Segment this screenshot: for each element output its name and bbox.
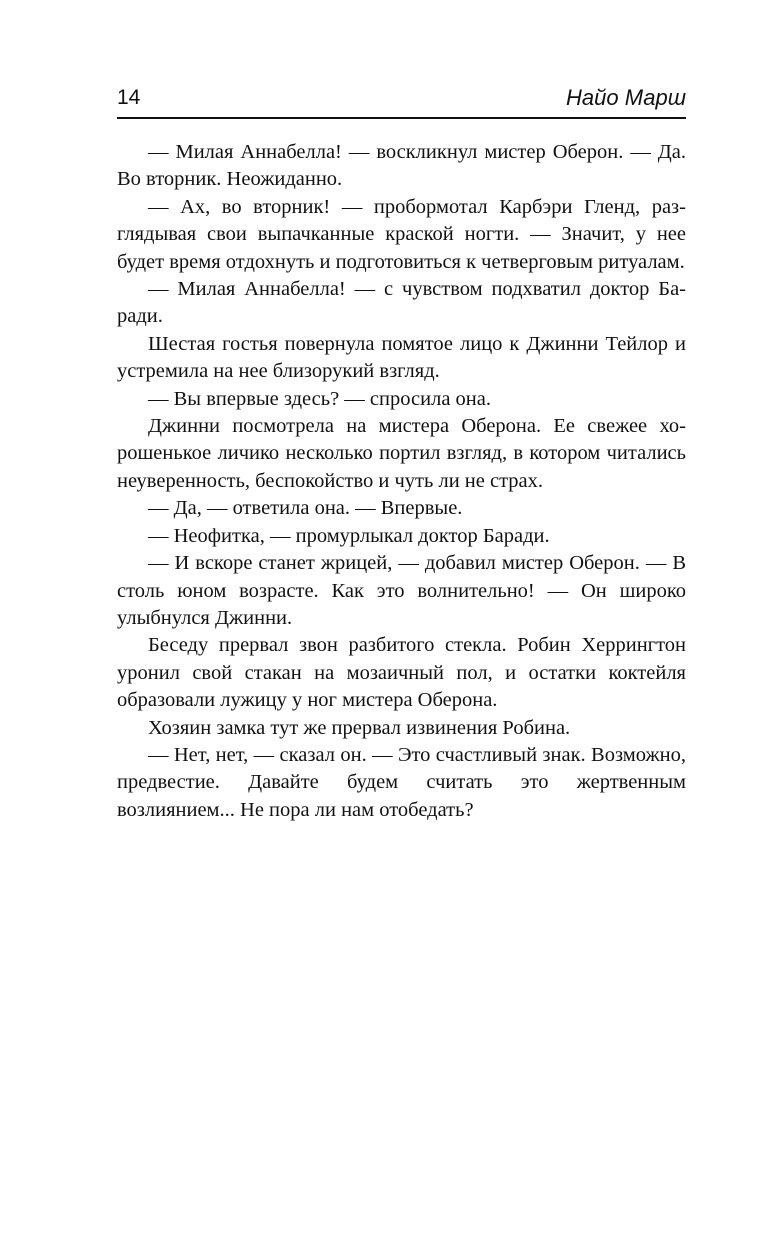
paragraph: — Нет, нет, — сказал он. — Это счастливый знак. Возможно, предвестие. Давайте будем считать это жертвенным возлиянием... Не пора ли нам отобедать?: [117, 743, 686, 821]
paragraph: Джинни посмотрела на мистера Оберона. Ее свежее хорошенькое личико несколько портил взгляд, в котором читались неуверенность, беспокойство и чуть ли не страх.: [117, 415, 686, 492]
paragraph: Хозяин замка тут же прервал извинения Робина.: [148, 716, 571, 739]
page-number: 14: [117, 86, 141, 109]
paragraph: — Да, — ответила она. — Впервые.: [148, 497, 463, 520]
paragraph: — Вы впервые здесь? — спросила она.: [148, 387, 491, 410]
header-rule: [117, 117, 686, 119]
paragraph: — Ах, во вторник! — пробормотал Карбэри Гленд, разглядывая свои выпачканные краской ногти. — Значит, у нее будет время отдохнуть и подготовиться к четверговым ритуалам.: [117, 195, 686, 273]
paragraph: — Неофитка, — промурлыкал доктор Баради.: [148, 524, 550, 547]
paragraph: — И вскоре станет жрицей, — добавил мистер Оберон. — В столь юном возрасте. Как это волнительно! — Он широко улыбнулся Джинни.: [117, 552, 686, 629]
paragraph: Шестая гостья повернула помятое лицо к Джинни Тейлор и устремила на нее близорукий взгляд.: [117, 332, 686, 383]
paragraph: — Милая Аннабелла! — с чувством подхватил доктор Баради.: [117, 278, 686, 328]
page-header: [117, 82, 686, 116]
body-text: [117, 139, 686, 824]
paragraph: — Милая Аннабелла! — воскликнул мистер Оберон. — Да. Во вторник. Неожиданно.: [117, 141, 686, 191]
paragraph: Беседу прервал звон разбитого стекла. Робин Херрингтон уронил свой стакан на мозаичный пол, и остатки коктейля образовали лужицу у ног мистера Оберона.: [117, 634, 686, 712]
running-title: Найо Марш: [565, 85, 686, 110]
